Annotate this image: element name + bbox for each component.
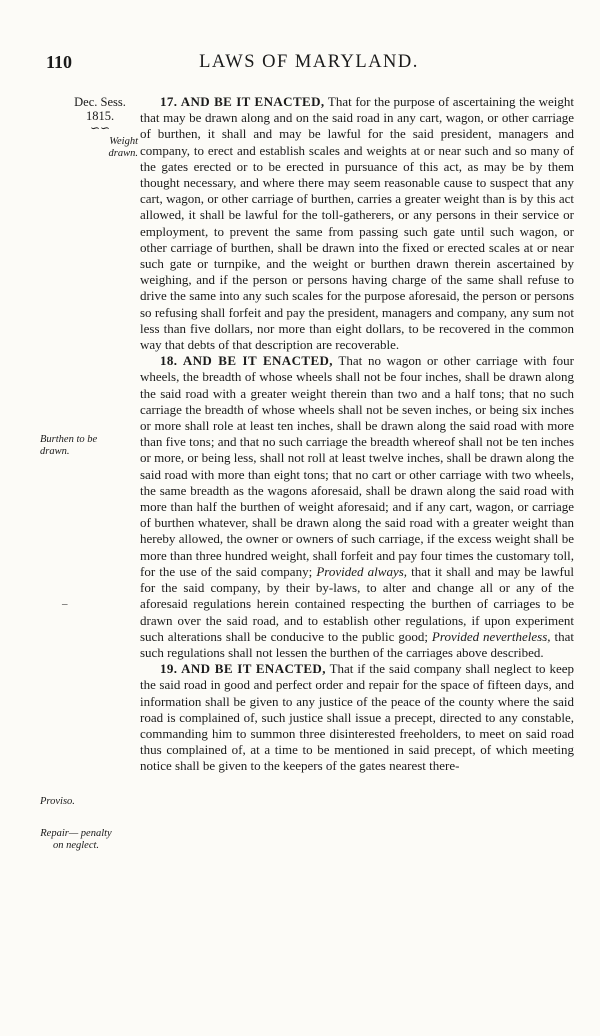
- body-text: [140, 94, 574, 775]
- section-18-text: That no wagon or other carriage with four wheels, the breadth of whose wheels shall not be four inches, shall be drawn along the said road with a greater weight therein than two and a half tons; that no such carriage the breadth of whose wheels shall not be seven inches, or being six inches or more shall role at least ten inches, shall be drawn along the said road with more than five tons; and that no such carriage the breadth whereof shall not be ten inches or more, or being less, shall not roll at least twelve inches, shall be drawn along the said road with more than eight tons; that no cart or other carriage with two wheels, the same breadth as the wagons aforesaid, shall be drawn along the said road with more than half the burthen of weight aforesaid; and if any cart, wagon, or carriage of burthen whatever, shall be drawn along the said road with a greater weight than hereby allowed, the owner or owners of such carriage, if the excess weight shall be more than three hundred weight, shall forfeit and pay four times the customary toll, for the use of the said company;: [140, 353, 574, 579]
- page-number: 110: [46, 52, 73, 72]
- section-19: [140, 661, 574, 774]
- margin-dash: –: [62, 598, 68, 610]
- section-19-text: That if the said company shall neglect to keep the said road in good and perfect order and repair for the space of fifteen days, and information shall be given to any justice of the peace of the county where the said road is complained of, such justice shall issue a precept, directed to any constable, commanding him to summon three disinterested freeholders, to meet on said road thus complained of, at a time to be mentioned in said precept, of which meeting notice shall be given to the keepers of the gates nearest there-: [140, 661, 574, 774]
- session-year: 1815.: [85, 109, 115, 123]
- section-18-text-2: that it shall and may be lawful for the said company, by their by-laws, to alter and change all or any of the aforesaid regulations herein contained respecting the burthen of carriages to be drawn over the said road, and to establish other regulations, if upon experiment such alterations shall be conducive to the public good;: [140, 563, 574, 644]
- section-17-text: That for the purpose of ascertaining the weight that may be drawn along and on the said road in any cart, wagon, or other carriage of burthen, it shall and may be lawful for the said president, managers and company, to erect and establish scales and weights at or near such and so many of the gates erected or to be erected in pursuance of this act, as may be by them thought necessary, and where there may seem reasonable cause to suspect that any cart, wagon, or other carriage of burthen, carries a greater weight than is by this act allowed, it shall be lawful for the toll-gatherers, or any persons in their service or employment, to prevent the same from passing such gate until such wagon, or other carriage of burthen, shall be drawn into the fixed or erected scales at or near such gate or turnpike, and the weight or burthen drawn therein ascertained by weighing, and if the person or persons having charge of the same shall refuse to drive the same into any such scales for the purpose aforesaid, the person or persons so refusing shall forfeit and pay the president, managers and company, any sum not less than five dollars, nor more than eight dollars, to be recovered in the common way that debts of that description are recoverable.: [140, 94, 575, 353]
- flourish-ornament: ∽∽: [89, 121, 111, 135]
- margin-note-burthen: Burthen to be drawn.: [40, 434, 98, 457]
- session-label: [58, 95, 142, 133]
- margin-note-weight: Weight drawn.: [108, 136, 138, 159]
- section-19-lead: 19. AND BE IT ENACTED,: [160, 661, 326, 677]
- section-18-proviso-nevertheless: Provided nevertheless,: [431, 628, 551, 644]
- margin-note-proviso: Proviso.: [40, 796, 75, 807]
- section-17-lead: 17. AND BE IT ENACTED,: [160, 94, 325, 109]
- margin-note-repair: Repair— penalty on neglect.: [40, 828, 112, 851]
- section-18-proviso-always: Provided always,: [316, 563, 408, 579]
- section-17: [140, 94, 574, 353]
- section-18-lead: 18. AND BE IT ENACTED,: [160, 353, 333, 369]
- section-18: [140, 353, 574, 661]
- session-name: Dec. Sess.: [74, 95, 126, 109]
- running-head: LAWS OF MARYLAND.: [199, 52, 419, 72]
- section-18-text-3: that such regulations shall not lessen the burthen of the carriages above described.: [140, 628, 574, 660]
- page-header: [40, 52, 578, 80]
